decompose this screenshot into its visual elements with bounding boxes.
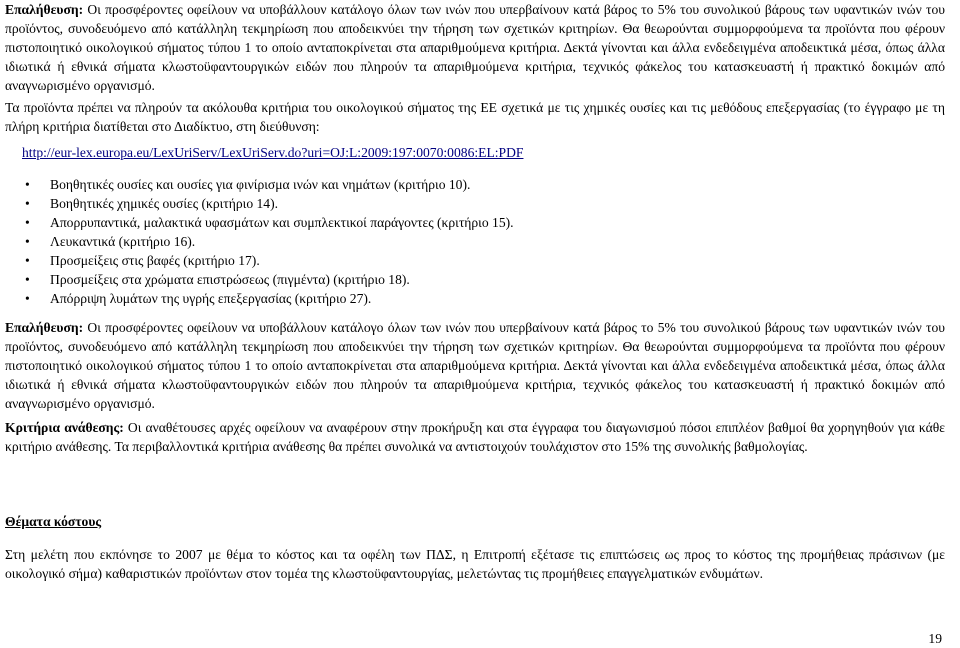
criteria-bullet-list <box>0 175 514 308</box>
verification-paragraph-1 <box>5 0 945 95</box>
cost-issues-paragraph <box>5 545 945 583</box>
verification-paragraph-2 <box>5 318 945 413</box>
award-criteria-paragraph <box>5 418 945 456</box>
verification-text: Οι προσφέροντες οφείλουν να υποβάλλουν κατάλογο όλων των ινών που υπερβαίνουν κατά βάρος το 5% του συνολικού βάρους των υφαντικών ινών του προϊόντος, συνοδευόμενο από κατάλληλη τεκμηρίωση που αποδεικνύει την τήρηση των σχετικών κριτηρίων. Θα θεωρούνται συμμορφούμενα τα προϊόντα που φέρουν πιστοποιητικό οικολογικού σήματος τύπου 1 το οποίο ανταποκρίνεται στα απαριθμούμενα κριτήρια. Δεκτά γίνονται και άλλα ενδεδειγμένα αποδεικτικά μέσα, όπως άλλα ιδιωτικά ή εθνικά σήματα κλωστοϋφαντουργικών ειδών που πληρούν τα απαριθμούμενα κριτήρια, τεχνικός φάκελος του κατασκευαστή ή πρακτικό δοκιμών από αναγνωρισμένο οργανισμό. <box>5 320 945 411</box>
cost-issues-heading: Θέματα κόστους <box>5 514 102 529</box>
list-item: • Προσμείξεις στις βαφές (κριτήριο 17). <box>0 251 514 270</box>
verification-label: Επαλήθευση: <box>5 2 84 17</box>
list-item: • Βοηθητικές χημικές ουσίες (κριτήριο 14). <box>0 194 514 213</box>
verification-label: Επαλήθευση: <box>5 320 84 335</box>
page-number: 19 <box>928 631 942 646</box>
award-criteria-text: Οι αναθέτουσες αρχές οφείλουν να αναφέρουν στην προκήρυξη και στα έγγραφα του διαγωνισμού πόσοι επιπλέον βαθμοί θα χορηγηθούν για κάθε κριτήριο ανάθεσης. Τα περιβαλλοντικά κριτήρια ανάθεσης θα πρέπει συνολικά να αντιστοιχούν τουλάχιστον στο 15% της συνολικής βαθμολογίας. <box>5 420 945 454</box>
cost-issues-text: Στη μελέτη που εκπόνησε το 2007 με θέμα το κόστος και τα οφέλη των ΠΔΣ, η Επιτροπή εξέτασε τις επιπτώσεις ως προς το κόστος της προμήθειας πράσινων (με οικολογικό σήμα) καθαριστικών προϊόντων στον τομέα της κλωστοϋφαντουργίας, μελετώντας τις προμήθειες επαγγελματικών ενδυμάτων. <box>5 547 945 581</box>
criteria-intro-paragraph <box>5 98 945 136</box>
criteria-intro-text: Τα προϊόντα πρέπει να πληρούν τα ακόλουθα κριτήρια του οικολογικού σήματος της ΕΕ σχετικά με τις χημικές ουσίες και τις μεθόδους επεξεργασίας (το έγγραφο με τη πλήρη κριτήρια διατίθεται στο Διαδίκτυο, στη διεύθυνση: <box>5 100 945 134</box>
award-criteria-label: Κριτήρια ανάθεσης: <box>5 420 124 435</box>
list-item: • Βοηθητικές ουσίες και ουσίες για φινίρισμα ινών και νημάτων (κριτήριο 10). <box>0 175 514 194</box>
list-item: • Απόρριψη λυμάτων της υγρής επεξεργασίας (κριτήριο 27). <box>0 289 514 308</box>
verification-text: Οι προσφέροντες οφείλουν να υποβάλλουν κατάλογο όλων των ινών που υπερβαίνουν κατά βάρος το 5% του συνολικού βάρους των υφαντικών ινών του προϊόντος, συνοδευόμενο από κατάλληλη τεκμηρίωση που αποδεικνύει την τήρηση των σχετικών κριτηρίων. Θα θεωρούνται συμμορφούμενα τα προϊόντα που φέρουν πιστοποιητικό οικολογικού σήματος τύπου 1 το οποίο ανταποκρίνεται στα απαριθμούμενα κριτήρια. Δεκτά γίνονται και άλλα ενδεδειγμένα αποδεικτικά μέσα, όπως άλλα ιδιωτικά ή εθνικά σήματα κλωστοϋφαντουργικών ειδών που πληρούν τα απαριθμούμενα κριτήρια, τεχνικός φάκελος του κατασκευαστή ή πρακτικό δοκιμών από αναγνωρισμένο οργανισμό. <box>5 2 945 93</box>
eur-lex-link[interactable]: http://eur-lex.europa.eu/LexUriServ/LexUriServ.do?uri=OJ:L:2009:197:0070:0086:EL:PDF <box>22 145 524 160</box>
list-item: • Λευκαντικά (κριτήριο 16). <box>0 232 514 251</box>
list-item: • Προσμείξεις στα χρώματα επιστρώσεως (πιγμέντα) (κριτήριο 18). <box>0 270 514 289</box>
list-item: • Απορρυπαντικά, μαλακτικά υφασμάτων και συμπλεκτικοί παράγοντες (κριτήριο 15). <box>0 213 514 232</box>
